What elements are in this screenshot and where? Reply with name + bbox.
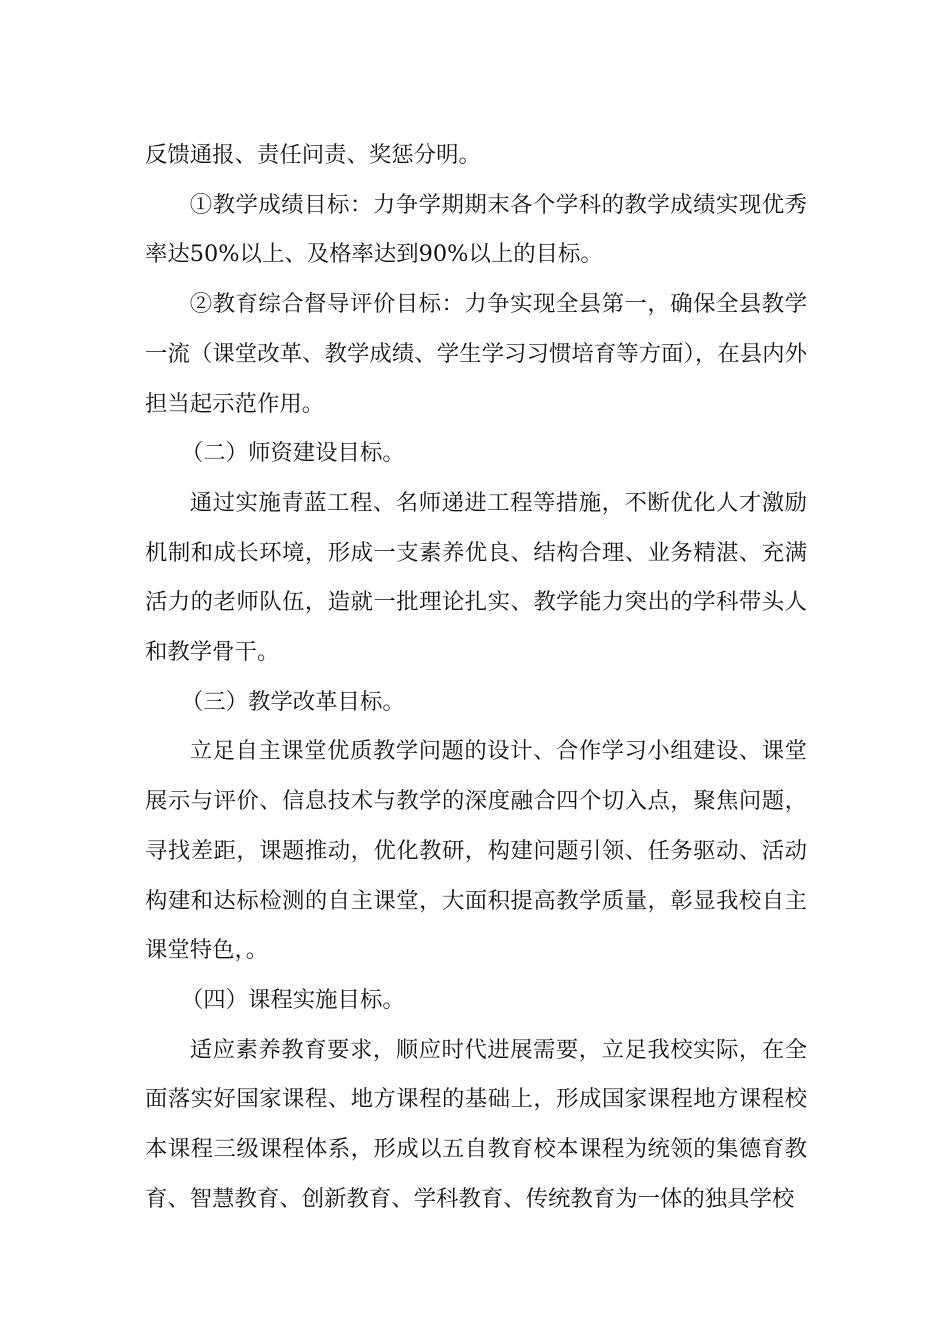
section-heading-teacher-goal: （二）师资建设目标。 [180,440,405,467]
paragraph-teaching-score-goal: ①教学成绩目标：力争学期期末各个学科的教学成绩实现优秀率达50%以上、及格率达到90%以上的目标。 [145,191,807,268]
paragraph-supervision-goal: ②教育综合督导评价目标：力争实现全县第一，确保全县教学一流（课堂改革、教学成绩、学生学习习惯培育等方面），在县内外担当起示范作用。 [145,291,807,417]
section-heading-reform-goal: （三）教学改革目标。 [180,688,405,715]
section-heading-curriculum-goal: （四）课程实施目标。 [180,986,405,1013]
document-body [145,131,807,1224]
paragraph-teacher-goal: 通过实施青蓝工程、名师递进工程等措施，不断优化人才激励机制和成长环境，形成一支素养优良、结构合理、业务精湛、充满活力的老师队伍，造就一批理论扎实、教学能力突出的学科带头人和教学骨干。 [145,489,807,666]
paragraph-curriculum-goal: 适应素养教育要求，顺应时代进展需要，立足我校实际，在全面落实好国家课程、地方课程的基础上，形成国家课程地方课程校本课程三级课程体系，形成以五自教育校本课程为统领的集德育教育、智慧教育、创新教育、学科教育、传统教育为一体的独具学校 [145,1036,807,1212]
paragraph-feedback: 反馈通报、责任问责、奖惩分明。 [145,142,481,168]
paragraph-reform-goal: 立足自主课堂优质教学问题的设计、合作学习小组建设、课堂展示与评价、信息技术与教学的深度融合四个切入点，聚焦问题，寻找差距，课题推动，优化教研，构建问题引领、任务驱动、活动构建和达标检测的自主课堂，大面积提高教学质量，彰显我校自主课堂特色，。 [145,738,807,964]
